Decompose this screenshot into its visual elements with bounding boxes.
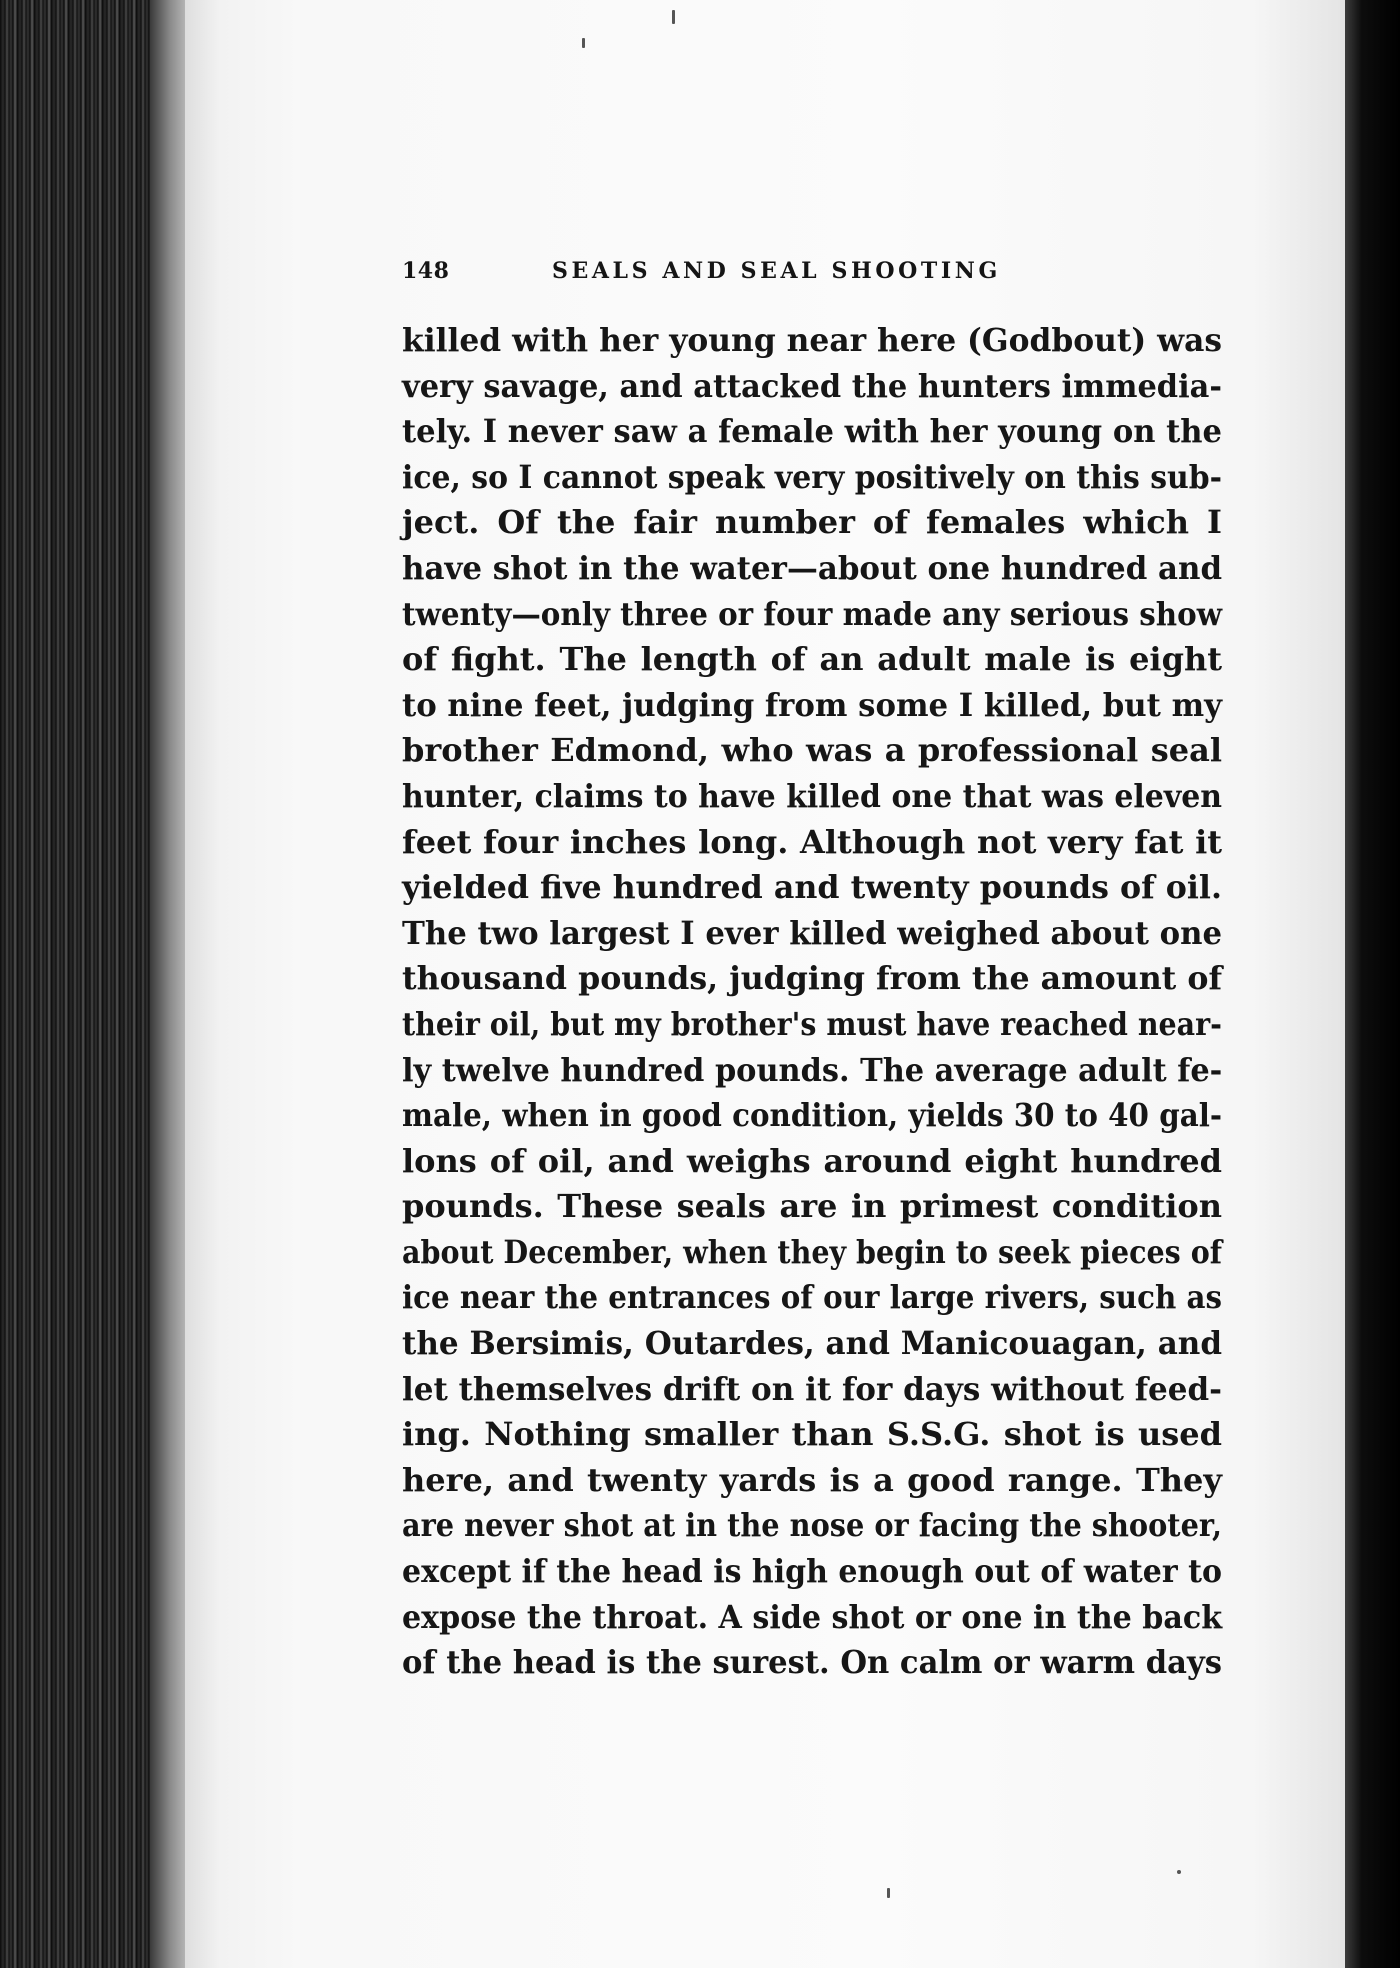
text-line: have shot in the water—about one hundred and (402, 548, 1223, 587)
body-text (402, 318, 1222, 1686)
dust-speck (887, 1888, 890, 1898)
text-line: hunter, claims to have killed one that was eleven (402, 776, 1222, 815)
running-head-title: SEALS AND SEAL SHOOTING (552, 258, 1001, 284)
text-line: the Bersimis, Outardes, and Manicouagan, and (402, 1324, 1223, 1363)
text-line: tely. I never saw a female with her young on the (402, 412, 1222, 451)
running-head (402, 258, 1062, 288)
text-line: are never shot at in the nose or facing the shooter, (402, 1506, 1222, 1545)
text-line: here, and twenty yards is a good range. They (402, 1460, 1222, 1499)
text-line: ice near the entrances of our large rivers, such as (402, 1278, 1222, 1317)
text-line: their oil, but my brother's must have reached near- (402, 1004, 1222, 1043)
text-line: of fight. The length of an adult male is eight (402, 640, 1222, 679)
text-line: to nine feet, judging from some I killed, but my (402, 685, 1222, 724)
text-line: ice, so I cannot speak very positively on this sub- (402, 457, 1223, 496)
text-line: lons of oil, and weighs around eight hundred (402, 1141, 1222, 1180)
page-number: 148 (402, 258, 450, 284)
text-line: yielded five hundred and twenty pounds of oil. (402, 868, 1222, 907)
text-line: ly twelve hundred pounds. The average adult fe- (402, 1050, 1223, 1089)
text-line: brother Edmond, who was a professional seal (402, 731, 1222, 770)
text-line: thousand pounds, judging from the amount of (402, 959, 1223, 998)
text-line: feet four inches long. Although not very fat it (402, 822, 1222, 861)
text-line: of the head is the surest. On calm or warm days (402, 1643, 1222, 1682)
page-edge-stack (0, 0, 200, 1968)
text-line: twenty—only three or four made any serious show (402, 594, 1222, 633)
right-page-edge (1345, 0, 1400, 1968)
text-line: very savage, and attacked the hunters immedia- (402, 366, 1223, 405)
text-line: ject. Of the fair number of females which I (402, 503, 1222, 542)
text-line: ing. Nothing smaller than S.S.G. shot is used (402, 1415, 1222, 1454)
text-line: pounds. These seals are in primest condition (402, 1187, 1222, 1226)
text-line: except if the head is high enough out of water to (402, 1552, 1222, 1591)
dust-speck (672, 10, 675, 24)
dust-speck (1177, 1870, 1181, 1874)
text-line: let themselves drift on it for days without feed- (402, 1369, 1222, 1408)
text-line: about December, when they begin to seek pieces of (402, 1232, 1223, 1271)
text-line: The two largest I ever killed weighed about one (402, 913, 1223, 952)
text-line: male, when in good condition, yields 30 to 40 gal- (402, 1096, 1222, 1135)
text-line: expose the throat. A side shot or one in the back (402, 1597, 1223, 1636)
text-line: killed with her young near here (Godbout) was (402, 321, 1222, 359)
dust-speck (582, 38, 585, 48)
